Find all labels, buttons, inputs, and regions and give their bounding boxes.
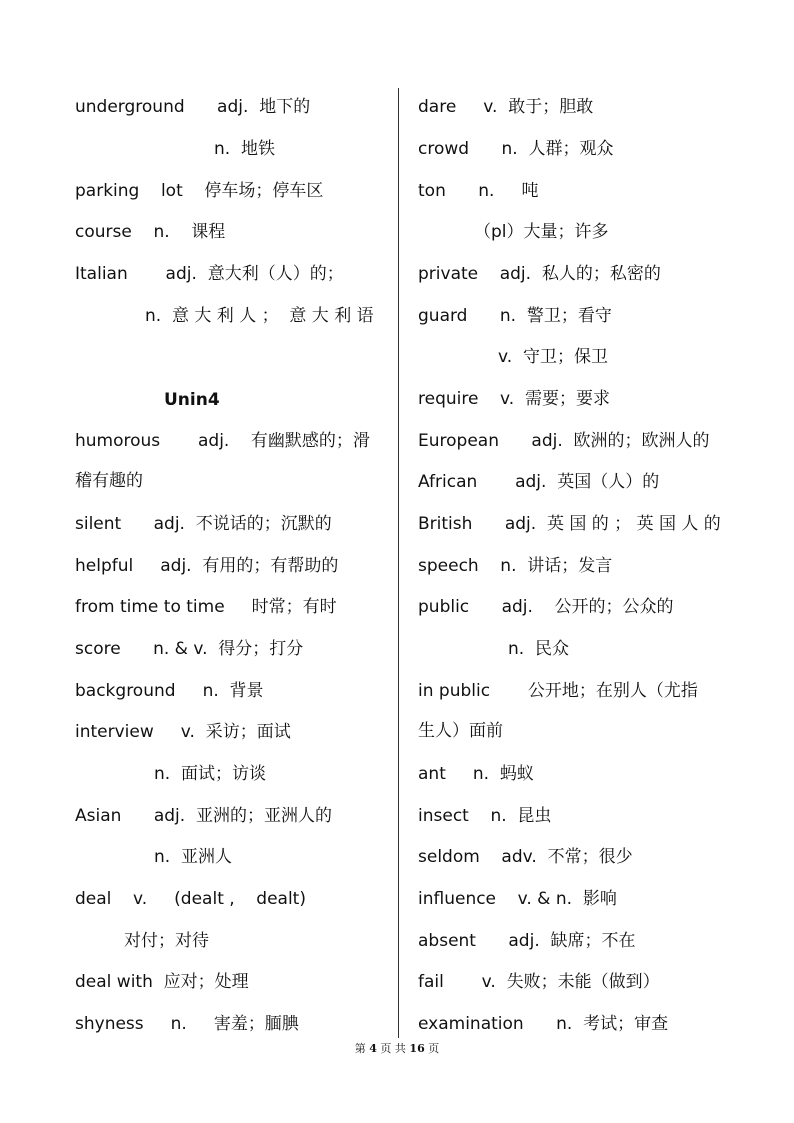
entry-asian-noun: n. 亚洲人 (154, 847, 232, 867)
entry-interview: interview v. 采访；面试 (75, 722, 291, 742)
entry-underground: underground adj. 地下的 (75, 97, 311, 117)
entry-fail: fail v. 失败；未能（做到） (418, 972, 660, 992)
entry-interview-noun: n. 面试；访谈 (154, 764, 266, 784)
entry-deal-meaning: 对付；对待 (124, 931, 209, 951)
entry-seldom: seldom adv. 不常；很少 (418, 847, 633, 867)
entry-influence: influence v. & n. 影响 (418, 889, 617, 909)
footer-page-number: 4 (369, 1042, 377, 1055)
entry-insect: insect n. 昆虫 (418, 806, 552, 826)
entry-ton-plural: （pl）大量；许多 (474, 222, 609, 242)
entry-score: score n. & v. 得分；打分 (75, 639, 304, 659)
entry-dare: dare v. 敢于；胆敢 (418, 97, 594, 117)
entry-ant: ant n. 蚂蚁 (418, 764, 534, 784)
entry-european: European adj. 欧洲的；欧洲人的 (418, 431, 710, 451)
entry-deal-with: deal with 应对；处理 (75, 972, 249, 992)
entry-guard-verb: v. 守卫；保卫 (498, 347, 608, 367)
entry-shyness: shyness n. 害羞；腼腆 (75, 1014, 299, 1034)
entry-italian: Italian adj. 意大利（人）的； (75, 264, 344, 284)
entry-from-time-to-time: from time to time 时常；有时 (75, 597, 337, 617)
entry-british: British adj. 英 国 的 ； 英 国 人 的 (418, 514, 721, 534)
entry-crowd: crowd n. 人群；观众 (418, 139, 614, 159)
entry-ton: ton n. 吨 (418, 181, 539, 201)
footer-middle: 页 共 (380, 1042, 406, 1055)
unit-heading: Unin4 (164, 390, 220, 410)
entry-underground-noun: n. 地铁 (214, 139, 275, 159)
entry-in-public-cont: 生人）面前 (418, 721, 503, 741)
entry-course: course n. 课程 (75, 222, 226, 242)
entry-silent: silent adj. 不说话的；沉默的 (75, 514, 332, 534)
entry-deal: deal v. (dealt , dealt) (75, 889, 306, 909)
entry-public: public adj. 公开的；公众的 (418, 597, 674, 617)
footer-total-pages: 16 (409, 1042, 425, 1055)
column-divider (398, 88, 399, 1038)
entry-humorous-cont: 稽有趣的 (75, 471, 143, 491)
entry-helpful: helpful adj. 有用的；有帮助的 (75, 556, 339, 576)
entry-african: African adj. 英国（人）的 (418, 472, 660, 492)
entry-italian-noun: n. 意 大 利 人 ； 意 大 利 语 (145, 306, 374, 326)
entry-parking-lot: parking lot 停车场；停车区 (75, 181, 324, 201)
footer-prefix: 第 (354, 1042, 366, 1055)
entry-public-noun: n. 民众 (508, 639, 569, 659)
entry-background: background n. 背景 (75, 681, 264, 701)
entry-humorous: humorous adj. 有幽默感的；滑 (75, 431, 370, 451)
entry-absent: absent adj. 缺席；不在 (418, 931, 636, 951)
entry-guard: guard n. 警卫；看守 (418, 306, 612, 326)
entry-speech: speech n. 讲话；发言 (418, 556, 613, 576)
page-footer (0, 1041, 794, 1057)
entry-private: private adj. 私人的；私密的 (418, 264, 661, 284)
entry-examination: examination n. 考试；审查 (418, 1014, 669, 1034)
footer-suffix: 页 (428, 1042, 440, 1055)
entry-require: require v. 需要；要求 (418, 389, 611, 409)
entry-asian: Asian adj. 亚洲的；亚洲人的 (75, 806, 332, 826)
entry-in-public: in public 公开地；在别人（尤指 (418, 681, 698, 701)
